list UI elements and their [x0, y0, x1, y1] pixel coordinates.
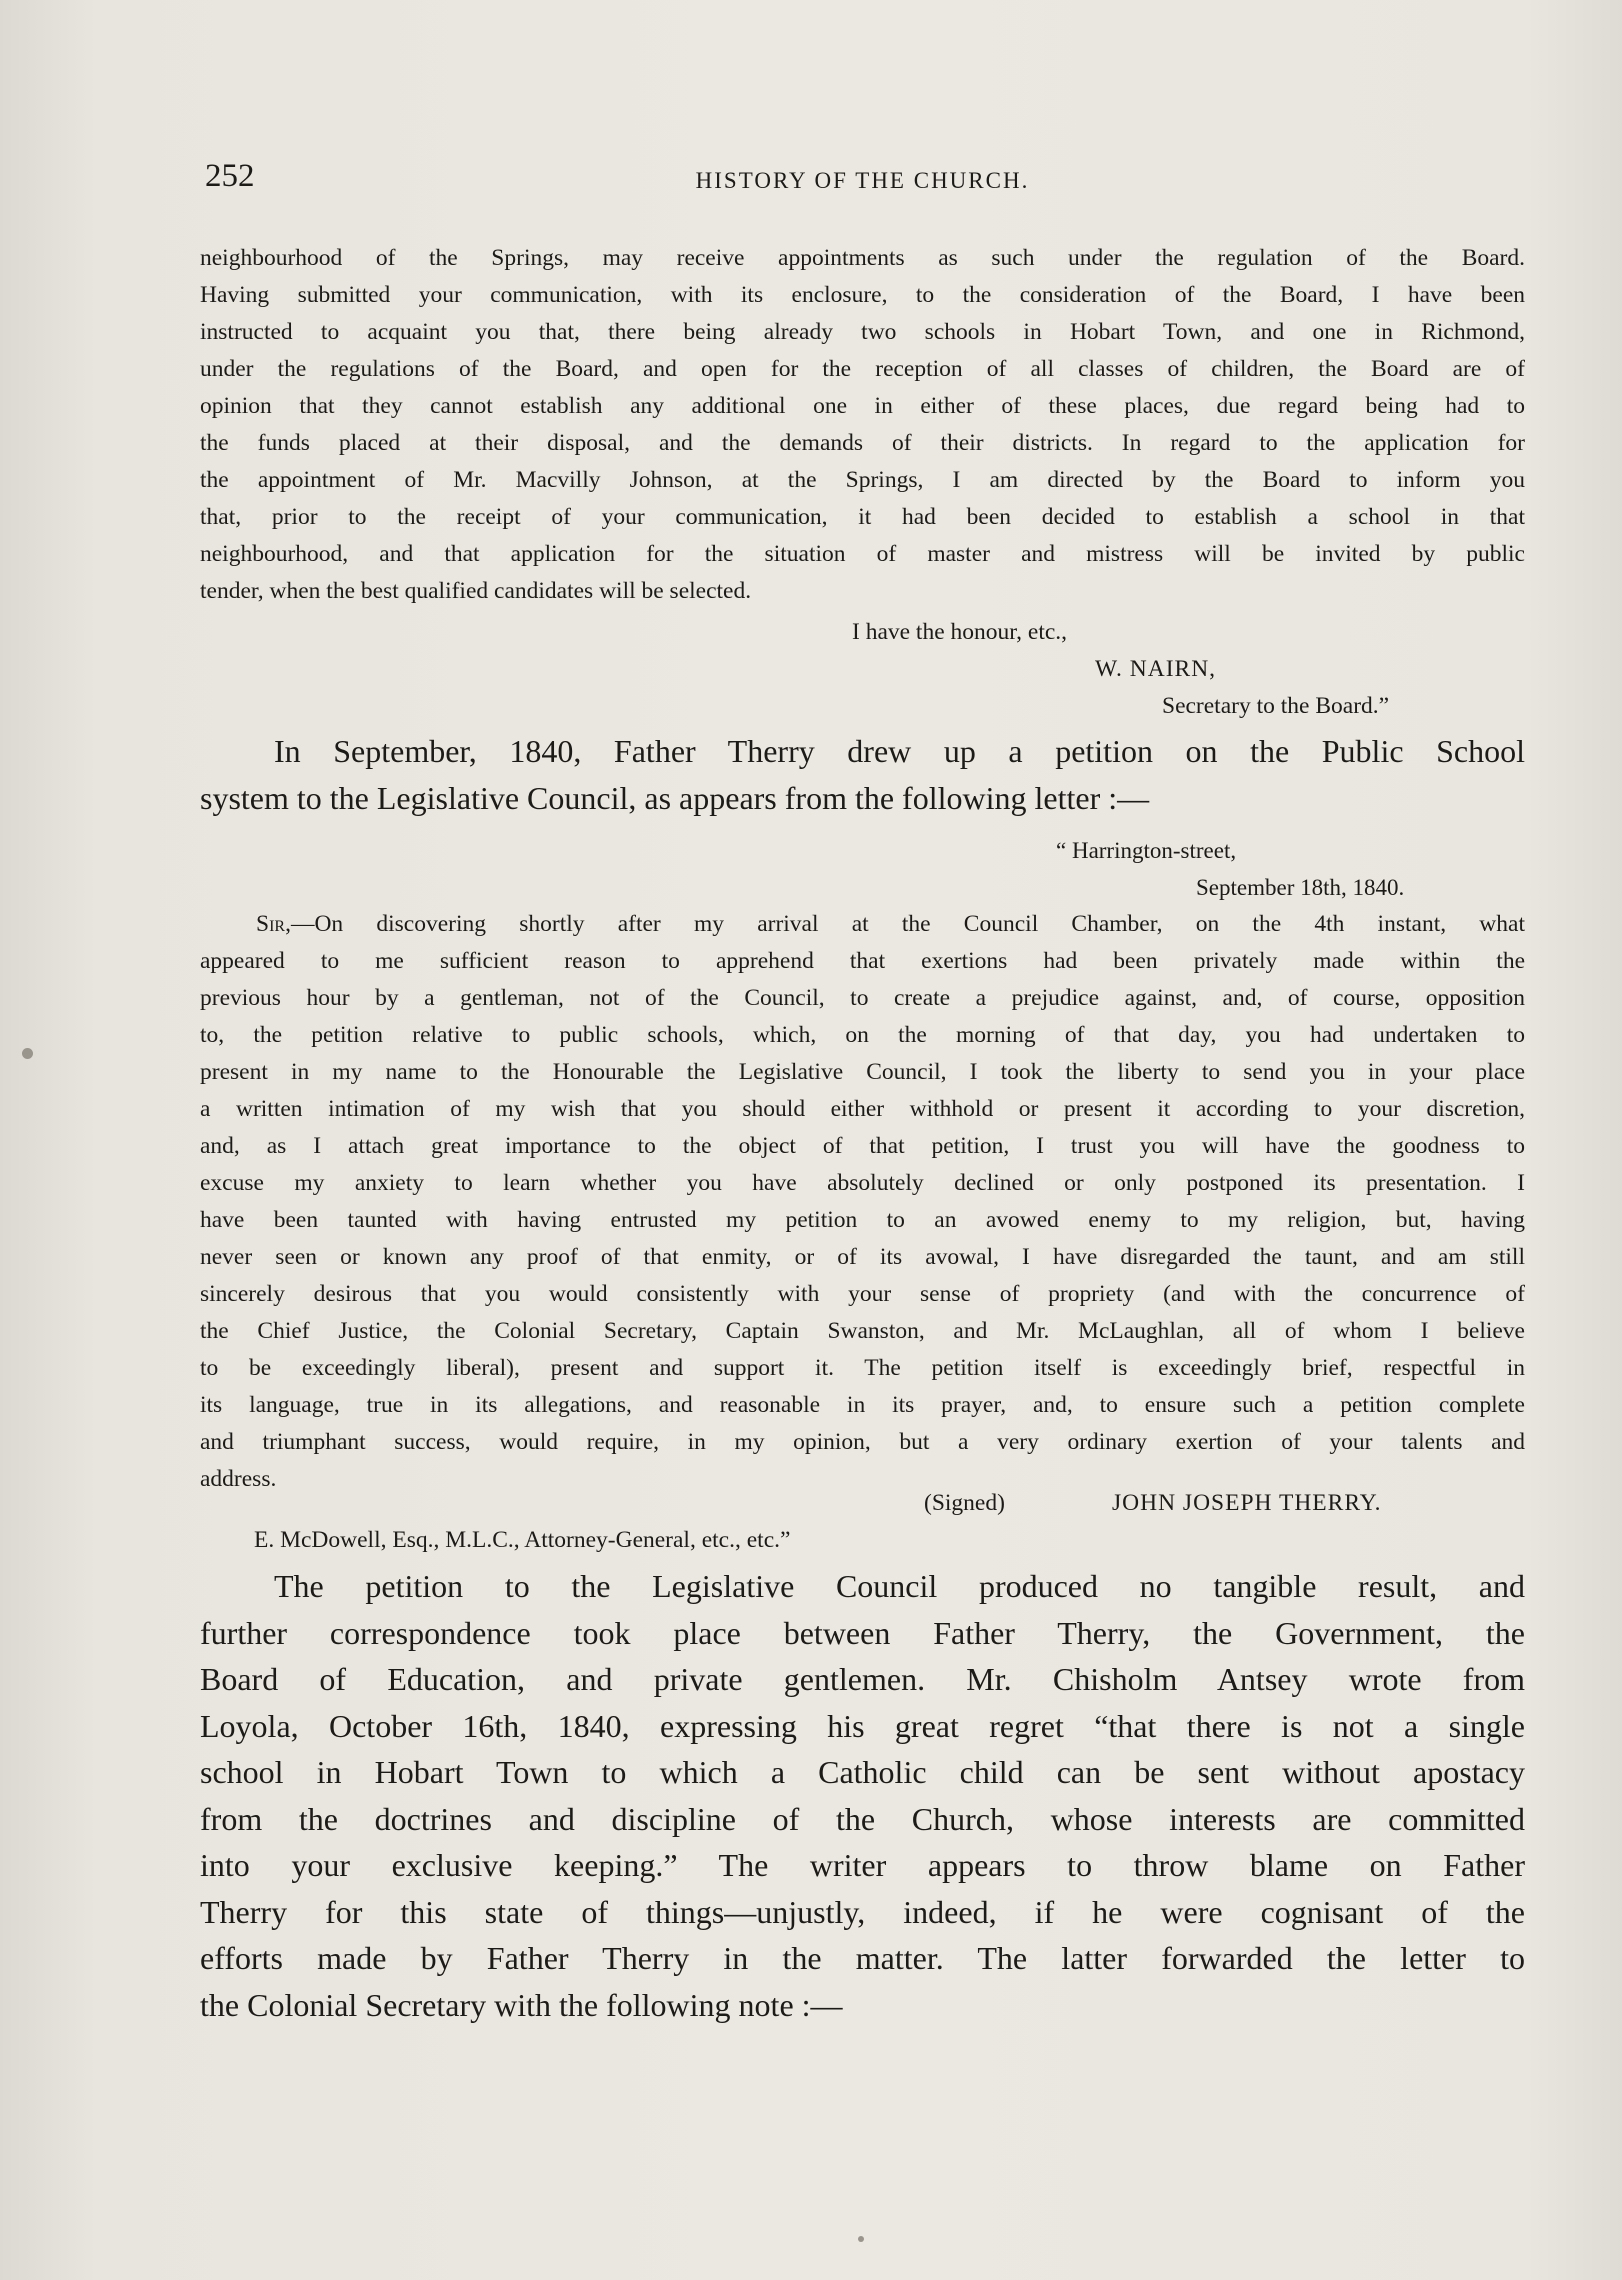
text-line: efforts made by Father Therry in the matter. The latter forwarded the letter to [200, 1940, 1525, 1976]
paper-speck [858, 2236, 864, 2242]
signed-label: (Signed) [924, 1490, 1005, 1516]
letter-one-body [200, 240, 1525, 610]
text-line: into your exclusive keeping.” The writer appears to throw blame on Father [200, 1847, 1525, 1883]
letter-one-closing [200, 614, 1525, 725]
text-line: and triumphant success, would require, in my opinion, but a very ordinary exertion of your talents and [200, 1429, 1525, 1455]
salutation: Sir, [256, 911, 291, 937]
text-line: have been taunted with having entrusted my petition to an avowed enemy to my religion, but, having [200, 1207, 1525, 1233]
signed-name: JOHN JOSEPH THERRY. [1112, 1490, 1382, 1516]
signed-line [200, 1485, 1525, 1522]
text-line: appeared to me sufficient reason to apprehend that exertions had been privately made within the [200, 948, 1525, 974]
text-line: its language, true in its allegations, and reasonable in its prayer, and, to ensure such a petition complete [200, 1392, 1525, 1418]
text-line: present in my name to the Honourable the Legislative Council, I took the liberty to send you in your place [200, 1059, 1525, 1085]
text-line: Therry for this state of things—unjustly, indeed, if he were cognisant of the [200, 1893, 1525, 1930]
text-line: tender, when the best qualified candidates will be selected. [200, 578, 752, 604]
text-line: to, the petition relative to public schools, which, on the morning of that day, you had undertaken to [200, 1022, 1525, 1048]
text-line: further correspondence took place between Father Therry, the Government, the [200, 1614, 1525, 1651]
text-line: neighbourhood of the Springs, may receive appointments as such under the regulation of the Board. [200, 245, 1525, 271]
text-line: the appointment of Mr. Macvilly Johnson, at the Springs, I am directed by the Board to inform you [200, 467, 1525, 493]
text-line: Board of Education, and private gentlemen. Mr. Chisholm Antsey wrote from [200, 1661, 1525, 1697]
page-number: 252 [205, 158, 255, 194]
text-line: that, prior to the receipt of your communication, it had been decided to establish a school in that [200, 504, 1525, 530]
text-line: In September, 1840, Father Therry drew up a petition on the Public School [274, 733, 1525, 769]
letter-two-body [200, 906, 1525, 1498]
text-line: instructed to acquaint you that, there being already two schools in Hobart Town, and one in Richmond, [200, 319, 1525, 345]
paragraph-petition-result [200, 1563, 1525, 2028]
text-line: Having submitted your communication, with its enclosure, to the consideration of the Board, I have been [200, 282, 1525, 308]
text-line: neighbourhood, and that application for the situation of master and mistress will be invited by public [200, 541, 1525, 567]
text-line: under the regulations of the Board, and open for the reception of all classes of children, the Board are of [200, 356, 1525, 382]
signature-title: Secretary to the Board.” [1162, 693, 1390, 719]
closing-line: I have the honour, etc., [852, 619, 1068, 645]
text-line: system to the Legislative Council, as appears from the following letter :— [200, 779, 1150, 816]
text-line: opinion that they cannot establish any additional one in either of these places, due regard being had to [200, 393, 1525, 419]
paper-speck [22, 1048, 33, 1059]
running-head: HISTORY OF THE CHURCH. [695, 168, 1030, 193]
text-line: previous hour by a gentleman, not of the Council, to create a prejudice against, and, of course, opposition [200, 985, 1525, 1011]
paragraph-september-1840 [200, 728, 1525, 821]
text-line: the funds placed at their disposal, and the demands of their districts. In regard to the application for [200, 430, 1525, 456]
text-line: address. [200, 1466, 277, 1492]
text-line: Loyola, October 16th, 1840, expressing his great regret “that there is not a single [200, 1707, 1525, 1744]
addressee-line: E. McDowell, Esq., M.L.C., Attorney-General, etc., etc.” [254, 1527, 791, 1553]
text-line: sincerely desirous that you would consistently with your sense of propriety (and with the concurrence of [200, 1281, 1525, 1307]
text-line: to be exceedingly liberal), present and support it. The petition itself is exceedingly brief, respectful in [200, 1355, 1525, 1381]
text-line [200, 906, 1525, 943]
text-line: never seen or known any proof of that enmity, or of its avowal, I have disregarded the taunt, and am still [200, 1244, 1525, 1270]
letter-date: September 18th, 1840. [1196, 875, 1405, 900]
salutation-line: —On discovering shortly after my arrival at the Council Chamber, on the 4th instant, what [290, 911, 1525, 937]
text-line: school in Hobart Town to which a Catholic child can be sent without apostacy [200, 1754, 1525, 1790]
letter-two-heading [200, 832, 1525, 906]
text-line: excuse my anxiety to learn whether you have absolutely declined or only postponed its presentation. I [200, 1170, 1525, 1196]
text-line: The petition to the Legislative Council produced no tangible result, and [274, 1568, 1525, 1604]
text-line: and, as I attach great importance to the object of that petition, I trust you will have the goodness to [200, 1133, 1525, 1159]
text-line: the Chief Justice, the Colonial Secretary, Captain Swanston, and Mr. McLaughlan, all of whom I believe [200, 1318, 1525, 1344]
signature-nairn: W. NAIRN, [1095, 656, 1217, 682]
letter-address: “ Harrington-street, [1056, 838, 1237, 863]
letter-two-signature [200, 1485, 1525, 1559]
text-line: from the doctrines and discipline of the Church, whose interests are committed [200, 1800, 1525, 1837]
page-header [200, 158, 1525, 202]
text-line: the Colonial Secretary with the following note :— [200, 1986, 843, 2023]
text-line: a written intimation of my wish that you should either withhold or present it according to your discretion, [200, 1096, 1525, 1122]
